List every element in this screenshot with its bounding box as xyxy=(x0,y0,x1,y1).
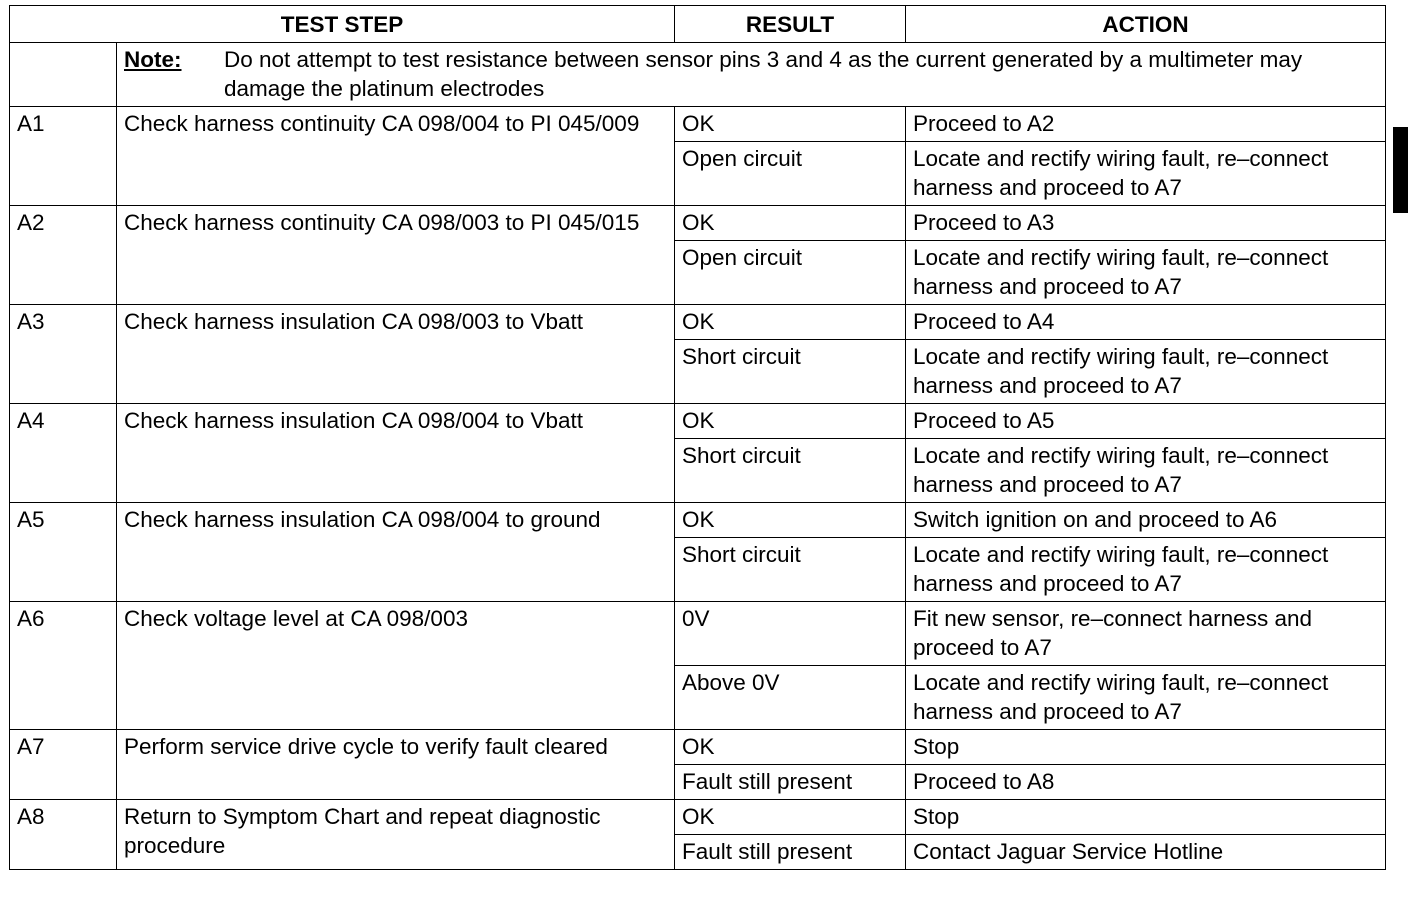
step-result: OK xyxy=(675,800,906,835)
step-action: Proceed to A8 xyxy=(906,765,1386,800)
diagnostic-table xyxy=(9,5,1386,870)
step-id: A7 xyxy=(10,730,117,800)
step-row xyxy=(10,206,1386,241)
step-action: Locate and rectify wiring fault, re–connect harness and proceed to A7 xyxy=(906,241,1386,305)
step-action: Proceed to A5 xyxy=(906,404,1386,439)
step-description: Check harness insulation CA 098/004 to ground xyxy=(117,503,675,602)
step-action: Locate and rectify wiring fault, re–connect harness and proceed to A7 xyxy=(906,666,1386,730)
header-result: RESULT xyxy=(675,6,906,43)
note-cell xyxy=(117,43,1386,107)
step-result: OK xyxy=(675,305,906,340)
step-result: Short circuit xyxy=(675,340,906,404)
header-action: ACTION xyxy=(906,6,1386,43)
step-result: OK xyxy=(675,107,906,142)
step-action: Locate and rectify wiring fault, re–connect harness and proceed to A7 xyxy=(906,340,1386,404)
step-result: 0V xyxy=(675,602,906,666)
note-row xyxy=(10,43,1386,107)
step-row xyxy=(10,800,1386,835)
step-id: A2 xyxy=(10,206,117,305)
steps-body xyxy=(10,107,1386,870)
step-row xyxy=(10,107,1386,142)
step-result: Open circuit xyxy=(675,142,906,206)
step-row xyxy=(10,730,1386,765)
step-description: Check voltage level at CA 098/003 xyxy=(117,602,675,730)
note-spacer xyxy=(10,43,117,107)
step-action: Fit new sensor, re–connect harness and proceed to A7 xyxy=(906,602,1386,666)
step-result: OK xyxy=(675,503,906,538)
step-result: Above 0V xyxy=(675,666,906,730)
step-description: Check harness insulation CA 098/004 to Vbatt xyxy=(117,404,675,503)
step-result: Short circuit xyxy=(675,538,906,602)
step-action: Switch ignition on and proceed to A6 xyxy=(906,503,1386,538)
step-description: Return to Symptom Chart and repeat diagnostic procedure xyxy=(117,800,675,870)
step-description: Perform service drive cycle to verify fault cleared xyxy=(117,730,675,800)
page-edge-tab xyxy=(1393,127,1408,213)
step-id: A3 xyxy=(10,305,117,404)
step-row xyxy=(10,404,1386,439)
step-result: OK xyxy=(675,206,906,241)
step-id: A6 xyxy=(10,602,117,730)
step-description: Check harness insulation CA 098/003 to Vbatt xyxy=(117,305,675,404)
step-action: Locate and rectify wiring fault, re–connect harness and proceed to A7 xyxy=(906,439,1386,503)
step-result: OK xyxy=(675,404,906,439)
step-result: Fault still present xyxy=(675,835,906,870)
step-action: Proceed to A4 xyxy=(906,305,1386,340)
step-action: Stop xyxy=(906,730,1386,765)
step-action: Contact Jaguar Service Hotline xyxy=(906,835,1386,870)
step-action: Locate and rectify wiring fault, re–connect harness and proceed to A7 xyxy=(906,142,1386,206)
header-row xyxy=(10,6,1386,43)
step-description: Check harness continuity CA 098/004 to PI 045/009 xyxy=(117,107,675,206)
step-row xyxy=(10,602,1386,666)
step-row xyxy=(10,305,1386,340)
note-label: Note: xyxy=(124,47,182,72)
step-action: Proceed to A2 xyxy=(906,107,1386,142)
step-description: Check harness continuity CA 098/003 to PI 045/015 xyxy=(117,206,675,305)
step-id: A1 xyxy=(10,107,117,206)
step-action: Locate and rectify wiring fault, re–connect harness and proceed to A7 xyxy=(906,538,1386,602)
step-id: A8 xyxy=(10,800,117,870)
header-test-step: TEST STEP xyxy=(10,6,675,43)
step-id: A5 xyxy=(10,503,117,602)
step-result: Open circuit xyxy=(675,241,906,305)
step-result: Short circuit xyxy=(675,439,906,503)
step-action: Proceed to A3 xyxy=(906,206,1386,241)
step-action: Stop xyxy=(906,800,1386,835)
step-row xyxy=(10,503,1386,538)
step-result: OK xyxy=(675,730,906,765)
step-result: Fault still present xyxy=(675,765,906,800)
step-id: A4 xyxy=(10,404,117,503)
note-text: Do not attempt to test resistance between sensor pins 3 and 4 as the current generated by a multimeter may damage the platinum electrodes xyxy=(224,47,1303,101)
